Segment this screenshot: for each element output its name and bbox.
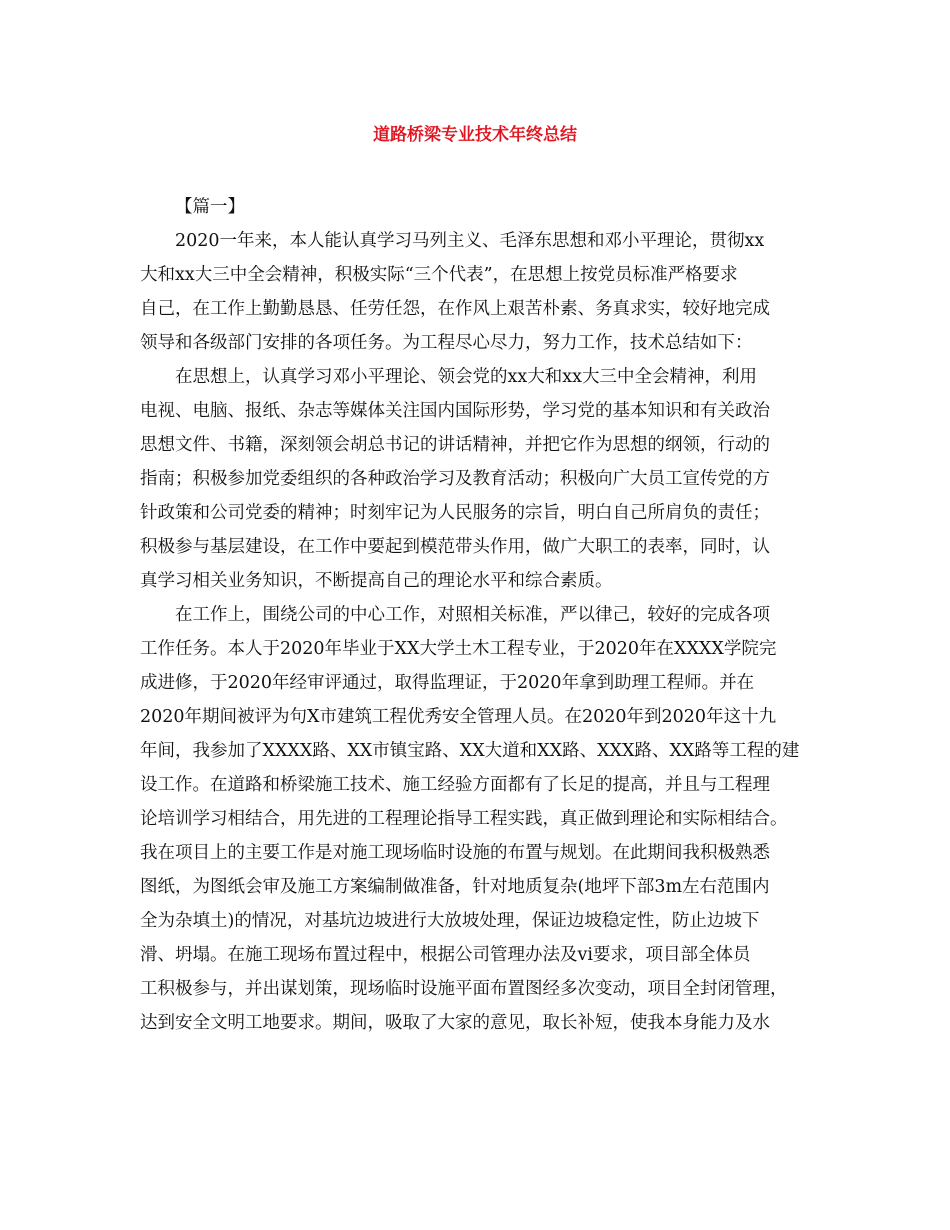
text-line: 工作任务。本人于2020年毕业于XX大学土木工程专业，于2020年在XXXX学院完: [140, 639, 777, 659]
text-line: 达到安全文明工地要求。期间，吸取了大家的意见，取长补短，使我本身能力及水: [140, 1013, 770, 1033]
text-line: 在工作上，围绕公司的中心工作，对照相关标准，严以律己，较好的完成各项: [175, 605, 770, 625]
text-line: 思想文件、书籍，深刻领会胡总书记的讲话精神，并把它作为思想的纲领，行动的: [140, 435, 770, 455]
text-line: 年间，我参加了XXXX路、XX市镇宝路、XX大道和XX路、XXX路、XX路等工程的建: [140, 741, 800, 761]
text-line: 图纸，为图纸会审及施工方案编制做准备，针对地质复杂(地坪下部3m左右范围内: [140, 877, 770, 897]
text-line: 论培训学习相结合，用先进的工程理论指导工程实践，真正做到理论和实际相结合。: [140, 809, 788, 829]
text-line: 大和xx大三中全会精神，积极实际“三个代表”，在思想上按党员标准严格要求: [140, 265, 738, 285]
text-line: 成进修，于2020年经审评通过，取得监理证，于2020年拿到助理工程师。并在: [140, 673, 755, 693]
text-line: 设工作。在道路和桥梁施工技术、施工经验方面都有了长足的提高，并且与工程理: [140, 775, 770, 795]
document-title: 道路桥梁专业技术年终总结: [373, 125, 577, 145]
text-line: 我在项目上的主要工作是对施工现场临时设施的布置与规划。在此期间我积极熟悉: [140, 843, 770, 863]
text-line: 指南；积极参加党委组织的各种政治学习及教育活动；积极向广大员工宣传党的方: [140, 469, 770, 489]
text-line: 自己，在工作上勤勤恳恳、任劳任怨，在作风上艰苦朴素、务真求实，较好地完成: [140, 299, 770, 319]
text-line: 滑、坍塌。在施工现场布置过程中，根据公司管理办法及vi要求，项目部全体员: [140, 945, 751, 965]
text-line: 领导和各级部门安排的各项任务。为工程尽心尽力，努力工作，技术总结如下：: [140, 333, 753, 353]
text-line: 2020年期间被评为句X市建筑工程优秀安全管理人员。在2020年到2020年这十九: [140, 707, 777, 727]
text-line: 在思想上，认真学习邓小平理论、领会党的xx大和xx大三中全会精神，利用: [175, 367, 757, 387]
text-line: 针政策和公司党委的精神；时刻牢记为人民服务的宗旨，明白自己所肩负的责任；: [140, 503, 770, 523]
text-line: 全为杂填土)的情况，对基坑边坡进行大放坡处理，保证边坡稳定性，防止边坡下: [140, 911, 760, 931]
text-line: 电视、电脑、报纸、杂志等媒体关注国内国际形势，学习党的基本知识和有关政治: [140, 401, 770, 421]
document-body: [140, 190, 822, 1040]
text-line: 真学习相关业务知识，不断提高自己的理论水平和综合素质。: [140, 571, 613, 591]
text-line: 积极参与基层建设，在工作中要起到模范带头作用，做广大职工的表率，同时，认: [140, 537, 770, 557]
section-label: 【篇一】: [175, 197, 245, 217]
text-line: 2020一年来，本人能认真学习马列主义、毛泽东思想和邓小平理论，贯彻xx: [175, 231, 765, 251]
text-line: 工积极参与，并出谋划策，现场临时设施平面布置图经多次变动，项目全封闭管理，: [140, 979, 788, 999]
